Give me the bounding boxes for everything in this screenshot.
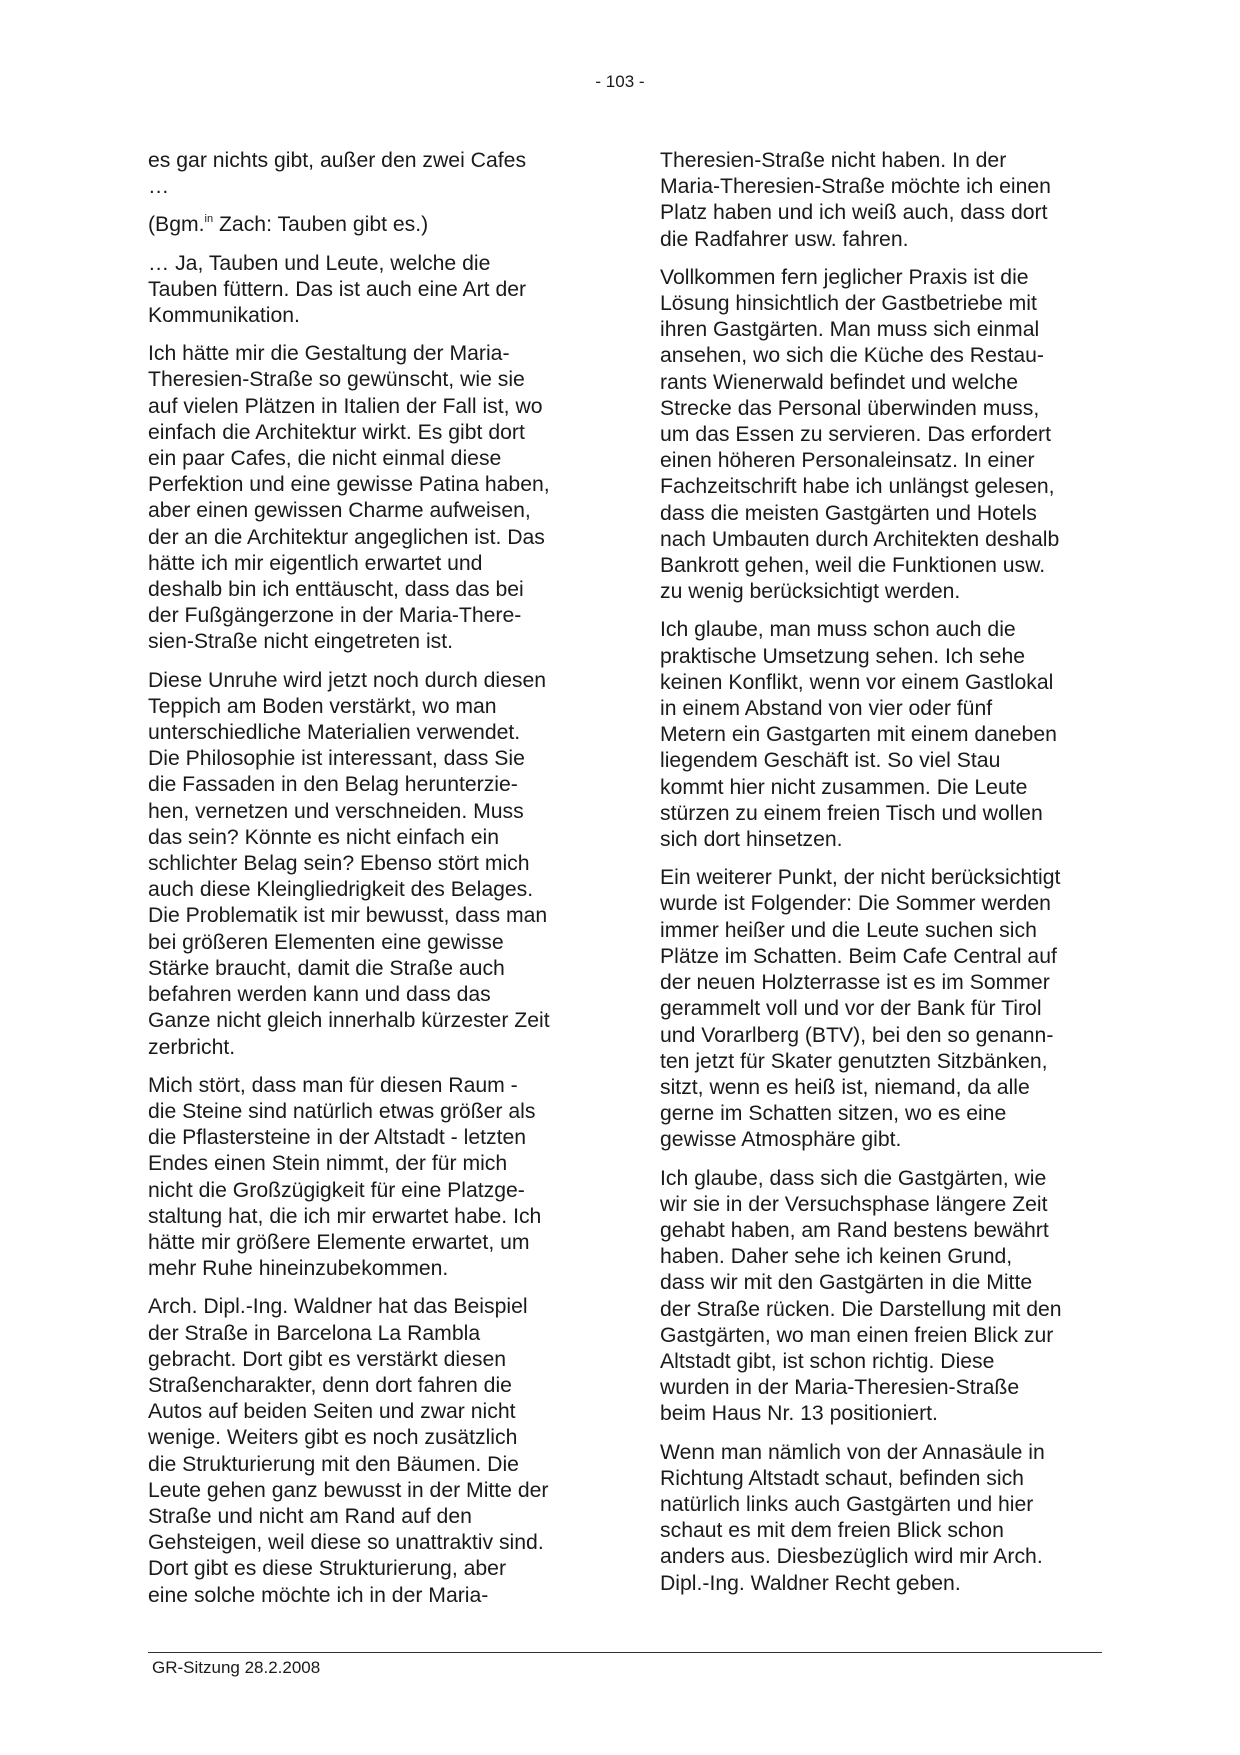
text-line: sich dort hinsetzen. xyxy=(660,828,843,852)
text-line: hen, vernetzen und verschneiden. Muss xyxy=(148,799,524,823)
text-line: keinen Konflikt, wenn vor einem Gastlokal xyxy=(660,670,1054,694)
paragraph xyxy=(660,265,1100,606)
text-line: Dipl.-Ing. Waldner Recht geben. xyxy=(660,1571,961,1595)
text-line: die Radfahrer usw. fahren. xyxy=(660,227,909,251)
text-line: es gar nichts gibt, außer den zwei Cafes xyxy=(148,149,527,172)
text-line: Wenn man nämlich von der Annasäule in xyxy=(660,1440,1045,1464)
text-line: Perfektion und eine gewisse Patina haben, xyxy=(148,473,550,497)
text-line: Plätze im Schatten. Beim Cafe Central auf xyxy=(660,944,1057,968)
text-line: ihren Gastgärten. Man muss sich einmal xyxy=(660,318,1040,342)
text-line: anders aus. Diesbezüglich wird mir Arch. xyxy=(660,1545,1043,1569)
text-line: zu wenig berücksichtigt werden. xyxy=(660,580,961,604)
text-line: dass die meisten Gastgärten und Hotels xyxy=(660,501,1037,525)
text-line: der Straße in Barcelona La Rambla xyxy=(148,1321,481,1345)
page-number: - 103 - xyxy=(595,72,645,91)
paragraph xyxy=(148,148,588,200)
text-line: die Pflastersteine in der Altstadt - letzten xyxy=(148,1126,527,1150)
text-line: die Strukturierung mit den Bäumen. Die xyxy=(148,1452,519,1476)
text-line: wurden in der Maria-Theresien-Straße xyxy=(660,1376,1020,1400)
text-line: Ich glaube, man muss schon auch die xyxy=(660,618,1016,642)
text-line: Kommunikation. xyxy=(148,304,300,328)
text-line: und Vorarlberg (BTV), bei den so genann- xyxy=(660,1023,1054,1047)
text-line: Fachzeitschrift habe ich unlängst gelesen, xyxy=(660,475,1055,499)
text-line: Arch. Dipl.-Ing. Waldner hat das Beispiel xyxy=(148,1295,528,1319)
text-line: Ich hätte mir die Gestaltung der Maria- xyxy=(148,342,510,366)
text-line: die Steine sind natürlich etwas größer als xyxy=(148,1099,536,1123)
text-line: wir sie in der Versuchsphase längere Zeit xyxy=(660,1192,1048,1216)
text-line: … Ja, Tauben und Leute, welche die xyxy=(148,251,491,275)
text-line: haben. Daher sehe ich keinen Grund, xyxy=(660,1245,1013,1269)
text-line: praktische Umsetzung sehen. Ich sehe xyxy=(660,644,1026,668)
text-line: Gastgärten, wo man einen freien Blick zur xyxy=(660,1323,1054,1347)
text-line: wenige. Weiters gibt es noch zusätzlich xyxy=(148,1426,518,1450)
text-line: ansehen, wo sich die Küche des Restau- xyxy=(660,344,1044,368)
interjection-text: Zach: Tauben gibt es.) xyxy=(213,213,429,237)
text-line: Teppich am Boden verstärkt, wo man xyxy=(148,694,497,718)
text-line: nach Umbauten durch Architekten deshalb xyxy=(660,527,1060,551)
paragraph xyxy=(660,1440,1100,1597)
text-line: schlichter Belag sein? Ebenso stört mich xyxy=(148,852,530,876)
text-line: Ganze nicht gleich innerhalb kürzester Zeit xyxy=(148,1009,550,1033)
text-line: das sein? Könnte es nicht einfach ein xyxy=(148,825,500,849)
text-line: der an die Architektur angeglichen ist. Das xyxy=(148,525,545,549)
text-line: deshalb bin ich enttäuscht, dass das bei xyxy=(148,578,524,602)
text-line: wurde ist Folgender: Die Sommer werden xyxy=(660,892,1051,916)
text-line: Stärke braucht, damit die Straße auch xyxy=(148,956,505,980)
text-line: auf vielen Plätzen in Italien der Fall ist, wo xyxy=(148,394,543,418)
interjection-prefix: (Bgm. xyxy=(148,213,205,237)
text-line: Die Problematik ist mir bewusst, dass man xyxy=(148,904,548,928)
text-line: ten jetzt für Skater genutzten Sitzbänken, xyxy=(660,1049,1048,1073)
text-line: zerbricht. xyxy=(148,1035,236,1059)
text-line: Metern ein Gastgarten mit einem daneben xyxy=(660,723,1057,747)
text-line: bei größeren Elementen eine gewisse xyxy=(148,930,504,954)
text-line: unterschiedliche Materialien verwendet. xyxy=(148,721,521,745)
text-line: schaut es mit dem freien Blick schon xyxy=(660,1519,1004,1543)
text-line: Ein weiterer Punkt, der nicht berücksichtigt xyxy=(660,866,1061,890)
text-line: Altstadt gibt, ist schon richtig. Diese xyxy=(660,1349,995,1373)
text-line: einfach die Architektur wirkt. Es gibt dort xyxy=(148,420,525,444)
paragraph xyxy=(660,865,1100,1153)
text-line: einen höheren Personaleinsatz. In einer xyxy=(660,449,1035,473)
interjection-superscript: in xyxy=(204,213,214,226)
text-line: Straßencharakter, denn dort fahren die xyxy=(148,1373,512,1397)
text-line: rants Wienerwald befindet und welche xyxy=(660,370,1019,394)
text-line: Ich glaube, dass sich die Gastgärten, wie xyxy=(660,1166,1047,1190)
text-line: Gehsteigen, weil diese so unattraktiv sind. xyxy=(148,1531,544,1555)
text-line: gehabt haben, am Rand bestens bewährt xyxy=(660,1218,1049,1242)
text-line: stürzen zu einem freien Tisch und wollen xyxy=(660,801,1043,825)
text-line: gerne im Schatten sitzen, wo es eine xyxy=(660,1102,1007,1126)
text-line: der neuen Holzterrasse ist es im Sommer xyxy=(660,971,1050,995)
text-line: der Fußgängerzone in der Maria-There- xyxy=(148,604,522,628)
text-line: nicht die Großzügigkeit für eine Platzge- xyxy=(148,1178,525,1202)
paragraph xyxy=(148,251,588,330)
text-line: natürlich links auch Gastgärten und hier xyxy=(660,1492,1034,1516)
text-line: Straße und nicht am Rand auf den xyxy=(148,1504,472,1528)
text-line: Autos auf beiden Seiten und zwar nicht xyxy=(148,1400,516,1424)
text-line: mehr Ruhe hineinzubekommen. xyxy=(148,1257,449,1281)
text-line: gerammelt voll und vor der Bank für Tirol xyxy=(660,997,1042,1021)
text-line: Die Philosophie ist interessant, dass Sie xyxy=(148,747,525,771)
text-line: ein paar Cafes, die nicht einmal diese xyxy=(148,447,502,471)
text-line: Leute gehen ganz bewusst in der Mitte der xyxy=(148,1478,549,1502)
text-line: Dort gibt es diese Strukturierung, aber xyxy=(148,1557,507,1581)
text-line: Lösung hinsichtlich der Gastbetriebe mit xyxy=(660,292,1037,316)
text-line: auch diese Kleingliedrigkeit des Belages. xyxy=(148,878,534,902)
paragraph xyxy=(148,1073,588,1283)
text-line: die Fassaden in den Belag herunterzie- xyxy=(148,773,518,797)
text-line: um das Essen zu servieren. Das erfordert xyxy=(660,423,1051,447)
paragraph xyxy=(148,668,588,1061)
text-line: in einem Abstand von vier oder fünf xyxy=(660,697,993,721)
text-line: Endes einen Stein nimmt, der für mich xyxy=(148,1152,508,1176)
text-line: aber einen gewissen Charme aufweisen, xyxy=(148,499,531,523)
text-line: Theresien-Straße nicht haben. In der xyxy=(660,149,1007,172)
text-line: staltung hat, die ich mir erwartet habe. Ich xyxy=(148,1204,542,1228)
footer-text: GR-Sitzung 28.2.2008 xyxy=(152,1658,321,1677)
text-line: hätte mir größere Elemente erwartet, um xyxy=(148,1230,530,1254)
text-line: Tauben füttern. Das ist auch eine Art der xyxy=(148,277,527,301)
text-line: hätte ich mir eigentlich erwartet und xyxy=(148,551,483,575)
text-line: Mich stört, dass man für diesen Raum - xyxy=(148,1073,518,1097)
text-line: beim Haus Nr. 13 positioniert. xyxy=(660,1402,938,1426)
text-line: Richtung Altstadt schaut, befinden sich xyxy=(660,1466,1024,1490)
text-line: gebracht. Dort gibt es verstärkt diesen xyxy=(148,1347,507,1371)
text-line: Strecke das Personal überwinden muss, xyxy=(660,396,1040,420)
text-line: … xyxy=(148,175,170,199)
text-line: Platz haben und ich weiß auch, dass dort xyxy=(660,201,1048,225)
interjection-paragraph xyxy=(148,212,588,238)
text-line: gewisse Atmosphäre gibt. xyxy=(660,1128,902,1152)
text-line: sien-Straße nicht eingetreten ist. xyxy=(148,630,454,654)
text-line: Bankrott gehen, weil die Funktionen usw. xyxy=(660,554,1046,578)
text-line: befahren werden kann und dass das xyxy=(148,983,491,1007)
text-line: liegendem Geschäft ist. So viel Stau xyxy=(660,749,1001,773)
text-line: immer heißer und die Leute suchen sich xyxy=(660,918,1037,942)
text-line: Theresien-Straße so gewünscht, wie sie xyxy=(148,368,525,392)
paragraph xyxy=(148,341,588,655)
paragraph xyxy=(148,1294,588,1608)
text-line: Vollkommen fern jeglicher Praxis ist die xyxy=(660,265,1029,289)
paragraph xyxy=(660,148,1100,253)
text-line: Maria-Theresien-Straße möchte ich einen xyxy=(660,175,1051,199)
text-line: sitzt, wenn es heiß ist, niemand, da alle xyxy=(660,1075,1030,1099)
footer-divider xyxy=(148,1652,1102,1653)
right-column xyxy=(660,148,1100,1609)
text-line: eine solche möchte ich in der Maria- xyxy=(148,1583,489,1607)
text-line: der Straße rücken. Die Darstellung mit den xyxy=(660,1297,1062,1321)
text-line: Diese Unruhe wird jetzt noch durch diesen xyxy=(148,668,547,692)
paragraph xyxy=(660,1166,1100,1428)
text-line: dass wir mit den Gastgärten in die Mitte xyxy=(660,1271,1033,1295)
paragraph xyxy=(660,617,1100,853)
left-column xyxy=(148,148,588,1621)
text-line: kommt hier nicht zusammen. Die Leute xyxy=(660,775,1028,799)
